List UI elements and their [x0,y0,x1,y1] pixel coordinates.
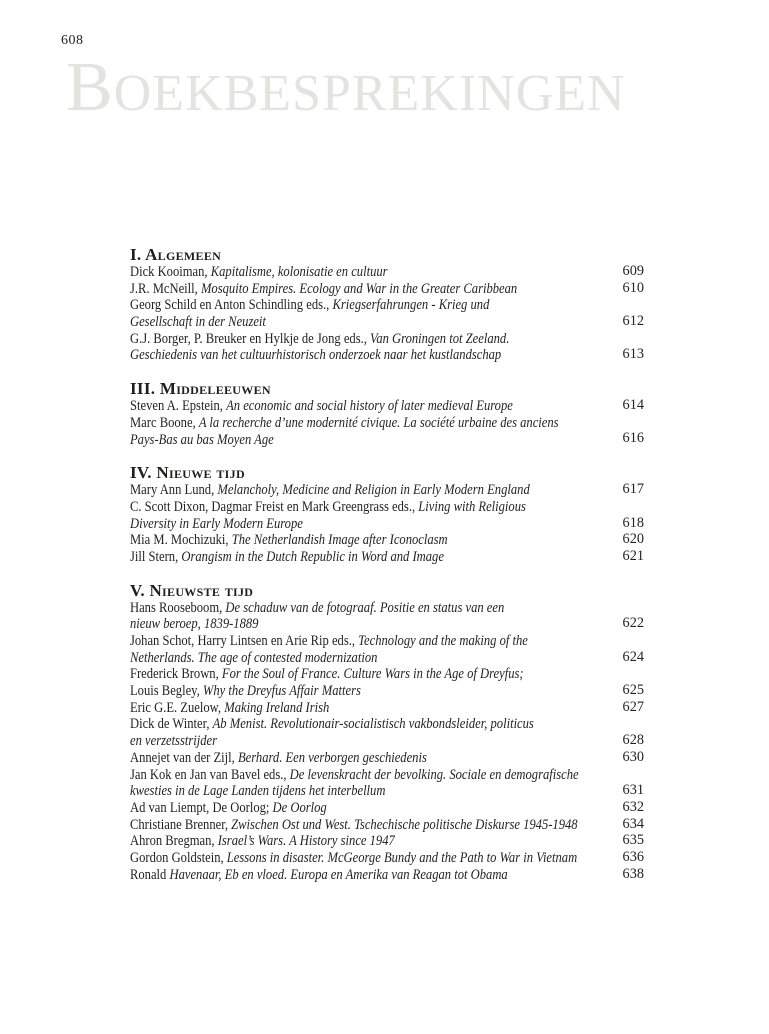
entry-line [130,817,644,834]
entry-author: Mary Ann Lund, [130,482,218,499]
entry-line [130,432,644,449]
page-title-initial: B [66,49,114,126]
section-heading: V. Nieuwste tijd [130,580,254,600]
toc-entry [130,499,644,532]
toc-section [130,380,644,448]
toc-entry [130,833,644,850]
toc-entry [130,867,644,884]
entry-title: Orangism in the Dutch Republic in Word and Image [181,548,444,565]
entry-title: Making Ireland Irish [224,699,330,716]
toc-entry [130,600,644,633]
entry-line [130,297,644,314]
section-heading: IV. Nieuwe tijd [130,463,245,483]
entry-text [130,750,427,767]
toc-entry [130,549,644,566]
entry-line [130,666,644,683]
entry-author: Christiane Brenner, [130,816,232,833]
entry-page-number: 610 [622,279,644,296]
entry-line [130,331,644,348]
entry-text [130,432,274,449]
entry-title: Berhard. Een verborgen geschiedenis [237,749,427,766]
entry-line [130,549,644,566]
entry-page-number: 614 [622,397,644,414]
entry-text [130,482,530,499]
entry-author: Marc Boone, [130,414,199,431]
entry-title: Lessons in disaster. McGeorge Bundy and the Path to War in Vietnam [226,849,578,866]
entry-text [130,650,377,667]
entry-text [130,633,528,650]
entry-line [130,616,644,633]
entry-line [130,750,644,767]
entry-line [130,281,644,298]
entry-title: The Netherlandish Image after Iconoclasm [231,532,448,549]
page-number: 608 [61,33,84,48]
entry-title: A la recherche d’une modernité civique. La société urbaine des anciens [198,414,559,431]
entry-author: J.R. McNeill, [130,280,201,297]
entry-line [130,650,644,667]
toc-entry [130,398,644,415]
entry-author: Eric G.E. Zuelow, [130,699,225,716]
entry-text [130,281,517,298]
toc-entry [130,415,644,448]
entry-author: Georg Schild en Anton Schindling eds., [130,297,333,314]
entry-page-number: 622 [622,615,644,632]
entry-text [130,716,534,733]
toc-section [130,246,644,364]
entry-page-number: 630 [622,748,644,765]
entry-title: For the Soul of France. Culture Wars in the Age of Dreyfus; [221,666,524,683]
entry-author: Johan Schot, Harry Lintsen en Arie Rip eds., [130,633,359,649]
entry-title: Living with Religious [418,498,526,515]
entry-title: Kapitalisme, kolonisatie en cultuur [210,264,388,280]
toc-entry [130,532,644,549]
entry-line [130,783,644,800]
entry-title: Havenaar, Eb en vloed. Europa en Amerika van Reagan tot Obama [169,866,508,883]
entry-page-number: 618 [622,514,644,531]
table-of-contents [130,246,644,883]
toc-entry [130,767,644,800]
entry-text [130,264,388,281]
entry-text [130,616,258,633]
entry-page-number: 628 [622,732,644,749]
entry-page-number: 627 [622,698,644,715]
entry-text [130,700,329,717]
entry-text [130,415,559,432]
entry-title: Kriegserfahrungen - Krieg und [332,297,490,314]
entry-text [130,767,579,784]
entry-line [130,264,644,281]
entry-title: Van Groningen tot Zeeland. [370,330,510,347]
entry-author: Annejet van der Zijl, [130,749,238,766]
toc-entry [130,817,644,834]
entry-text [130,398,513,415]
toc-entry [130,716,644,749]
entry-text [130,817,578,834]
entry-line [130,532,644,549]
entry-line [130,700,644,717]
toc-entry [130,850,644,867]
entry-line [130,516,644,533]
entry-title: Zwischen Ost und West. Tschechische politische Diskurse 1945-1948 [231,816,578,833]
entry-text [130,314,266,331]
entry-page-number: 620 [622,531,644,548]
entry-title: Netherlands. The age of contested modernization [130,649,378,666]
entry-author: Dick de Winter, [130,716,213,733]
entry-title: kwesties in de Lage Landen tijdens het interbellum [130,783,386,800]
toc-entry [130,281,644,298]
entry-title: Ab Menist. Revolutionair-socialistisch vakbondsleider, politicus [212,716,534,733]
entry-title: Mosquito Empires. Ecology and War in the Greater Caribbean [200,280,518,297]
entry-text [130,600,504,617]
entry-text [130,331,509,348]
toc-entry [130,800,644,817]
entry-title: Gesellschaft in der Neuzeit [130,314,266,331]
toc-entry [130,666,644,699]
toc-entry [130,264,644,281]
entry-text [130,549,444,566]
entry-line [130,733,644,750]
entry-title: Diversity in Early Modern Europe [130,515,303,532]
page-title [66,49,626,129]
toc-entry [130,700,644,717]
toc-entry [130,482,644,499]
entry-author: G.J. Borger, P. Breuker en Hylkje de Jong eds., [130,330,371,347]
entry-author: Jill Stern, [130,548,182,565]
entry-title: Israel’s Wars. A History since 1947 [217,833,395,850]
toc-entry [130,633,644,666]
entry-page-number: 631 [622,782,644,799]
entry-line [130,499,644,516]
entry-page-number: 638 [622,865,644,882]
entry-text [130,297,489,314]
entry-text [130,516,303,533]
entry-author: Ronald [130,866,170,883]
entry-page-number: 609 [622,262,644,279]
entry-line [130,633,644,650]
entry-line [130,833,644,850]
entry-line [130,398,644,415]
entry-line [130,867,644,884]
entry-line [130,415,644,432]
entry-title: Pays-Bas au bas Moyen Age [130,431,274,448]
entry-line [130,482,644,499]
entry-author: Mia M. Mochizuki, [130,532,232,549]
entry-page-number: 612 [622,313,644,330]
entry-title: Technology and the making of the [358,633,528,649]
toc-entry [130,331,644,364]
entry-text [130,800,327,817]
entry-line [130,850,644,867]
entry-text [130,783,385,800]
entry-page-number: 616 [622,430,644,447]
entry-page-number: 621 [622,547,644,564]
entry-page-number: 635 [622,832,644,849]
entry-author: Dick Kooiman, [130,264,211,280]
entry-title: Melancholy, Medicine and Religion in Early Modern England [217,482,530,499]
entry-text [130,867,508,884]
entry-line [130,314,644,331]
entry-page-number: 624 [622,648,644,665]
entry-text [130,347,501,364]
entry-page-number: 625 [622,682,644,699]
entry-text [130,833,395,850]
entry-title: Geschiedenis van het cultuurhistorisch onderzoek naar het kustlandschap [130,347,502,364]
section-heading: III. Middeleeuwen [130,379,271,399]
entry-text [130,733,217,750]
entry-author: C. Scott Dixon, Dagmar Freist en Mark Greengrass eds., [130,498,419,515]
page-title-rest: OEKBESPREKINGEN [113,65,626,122]
entry-title: An economic and social history of later medieval Europe [226,398,513,415]
entry-line [130,800,644,817]
entry-title: en verzetsstrijder [130,733,218,750]
entry-page-number: 634 [622,815,644,832]
entry-title: nieuw beroep, 1839-1889 [130,616,259,633]
toc-section [130,464,644,565]
toc-entry [130,750,644,767]
entry-line [130,347,644,364]
entry-page-number: 636 [622,848,644,865]
entry-page-number: 632 [622,798,644,815]
entry-title: De schaduw van de fotograaf. Positie en status van een [225,599,505,616]
entry-line [130,767,644,784]
entry-text [130,850,577,867]
entry-line [130,600,644,617]
entry-title: Why the Dreyfus Affair Matters [202,683,361,700]
entry-author: Hans Rooseboom, [130,599,226,616]
toc-entry [130,297,644,330]
entry-text [130,666,524,683]
entry-author: Jan Kok en Jan van Bavel eds., [130,766,290,783]
entry-author: Frederick Brown, [130,666,222,683]
entry-page-number: 617 [622,481,644,498]
entry-text [130,499,526,516]
entry-title: De Oorlog [272,799,327,816]
entry-title: De levenskracht der bevolking. Sociale en demografische [289,766,579,783]
entry-text [130,683,361,700]
entry-line [130,716,644,733]
entry-author: Steven A. Epstein, [130,398,227,415]
section-heading: I. Algemeen [130,245,222,264]
toc-section [130,582,644,884]
entry-line [130,683,644,700]
entry-author: Ad van Liempt, De Oorlog; [130,799,273,816]
entry-text [130,532,448,549]
entry-author: Ahron Bregman, [130,833,218,850]
entry-page-number: 613 [622,346,644,363]
entry-author: Louis Begley, [130,683,203,700]
entry-author: Gordon Goldstein, [130,849,227,866]
